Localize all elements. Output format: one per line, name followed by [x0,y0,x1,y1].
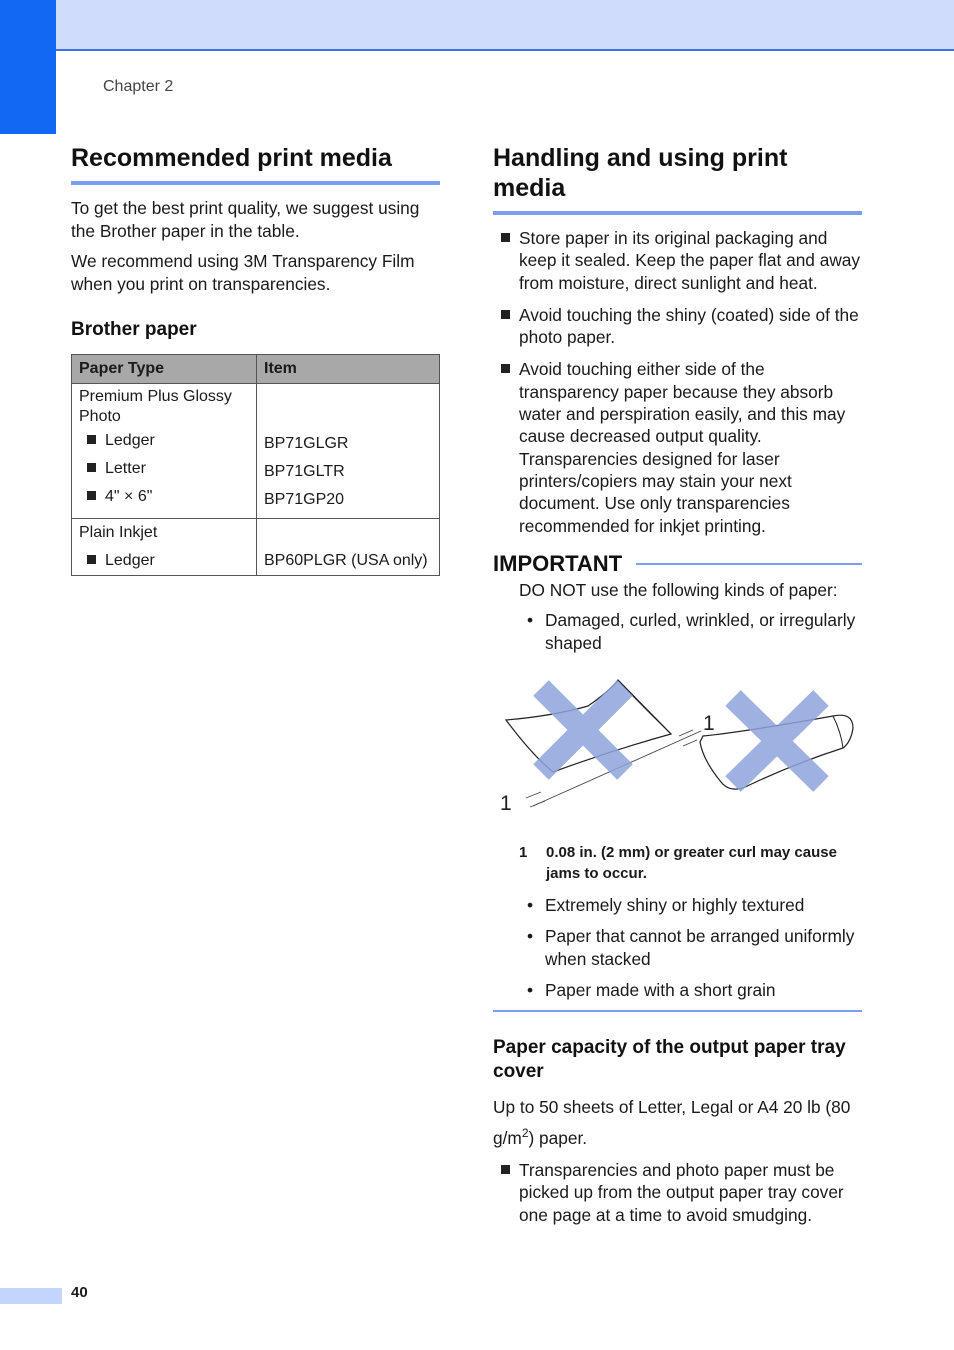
important-intro: DO NOT use the following kinds of paper: [519,579,838,600]
item-cell [257,384,440,519]
important-body-continued [493,894,862,1001]
square-bullet-icon [501,233,510,242]
title-underline [493,211,862,215]
col-header-paper-type: Paper Type [72,355,257,384]
important-body [493,579,862,654]
list-item: Store paper in its original packaging and keep it sealed. Keep the paper flat and away from moisture, direct sunlight and heat. [493,227,862,294]
caption-number: 1 [519,843,528,861]
capacity-list [493,1159,862,1226]
section-title-handling: Handling and using print media [493,144,788,202]
intro-paragraph: To get the best print quality, we suggest using the Brother paper in the table. [71,198,420,241]
brother-paper-heading: Brother paper [71,319,197,340]
chapter-label: Chapter 2 [103,78,174,95]
figure-callout-right: 1 [703,711,715,735]
list-item: Transparencies and photo paper must be picked up from the output paper tray cover one page at a time to avoid smudging. [493,1159,862,1226]
footer-bar [0,1288,62,1304]
group-name: Plain Inkjet [79,524,158,541]
square-bullet-icon [87,463,96,472]
section-title-recommended: Recommended print media [71,144,392,172]
list-item: • Paper that cannot be arranged uniformly when stacked [519,925,862,970]
paper-type-cell [72,519,257,576]
left-column [71,140,440,576]
square-bullet-icon [501,310,510,319]
handling-list [493,227,862,537]
figure-callout-left: 1 [500,791,512,815]
caption-text: 0.08 in. (2 mm) or greater curl may cause jams to occur. [546,843,837,882]
group-name: Premium Plus Glossy Photo [79,388,232,425]
list-item: Ledger [79,427,249,455]
list-item: • Extremely shiny or highly textured [519,894,862,916]
capacity-heading: Paper capacity of the output paper tray cover [493,1037,846,1083]
list-item: Avoid touching either side of the transparency paper because they absorb water and perspiration easily, and this may cause decreased output quality. Transparencies designed for laser printers/copiers may stain your next document. Use only transparencies recommended for inkjet printing. [493,358,862,536]
bad-paper-list [519,609,862,654]
capacity-paragraph: Up to 50 sheets of Letter, Legal or A4 20 lb (80 $g/m^2$) paper. [493,1097,851,1148]
important-rule [636,563,862,565]
chapter-tab-marker [0,0,56,134]
bad-paper-list-continued [519,894,862,1001]
list-item: • Paper made with a short grain [519,979,862,1001]
col-header-item: Item [257,355,440,384]
item-code: BP71GLGR [264,435,349,452]
important-title: IMPORTANT [493,550,623,576]
important-bottom-rule [493,1010,862,1012]
table-header-row [72,355,440,384]
title-underline [71,181,440,185]
item-code: BP71GLTR [264,463,345,480]
list-item: Avoid touching the shiny (coated) side of the photo paper. [493,304,862,349]
table-row [72,519,440,576]
list-item: 4" × 6" [79,483,249,511]
list-item: Letter [79,455,249,483]
transparency-paragraph: We recommend using 3M Transparency Film when you print on transparencies. [71,251,415,294]
table-row [72,384,440,519]
important-header [493,551,862,577]
list-item: • Damaged, curled, wrinkled, or irregularly shaped [519,609,862,654]
paper-table [71,354,440,576]
list-item: Ledger [79,547,249,575]
right-column [493,140,862,1236]
item-code: BP71GP20 [264,491,345,508]
item-code: BP60PLGR (USA only) [264,552,428,569]
item-cell [257,519,440,576]
square-bullet-icon [87,491,96,500]
square-bullet-icon [87,435,96,444]
square-bullet-icon [501,364,510,373]
header-band [0,0,954,51]
square-bullet-icon [87,555,96,564]
curled-paper-figure [493,676,862,836]
page-number: 40 [71,1284,88,1301]
square-bullet-icon [501,1165,510,1174]
figure-caption [493,842,862,884]
paper-type-cell [72,384,257,519]
